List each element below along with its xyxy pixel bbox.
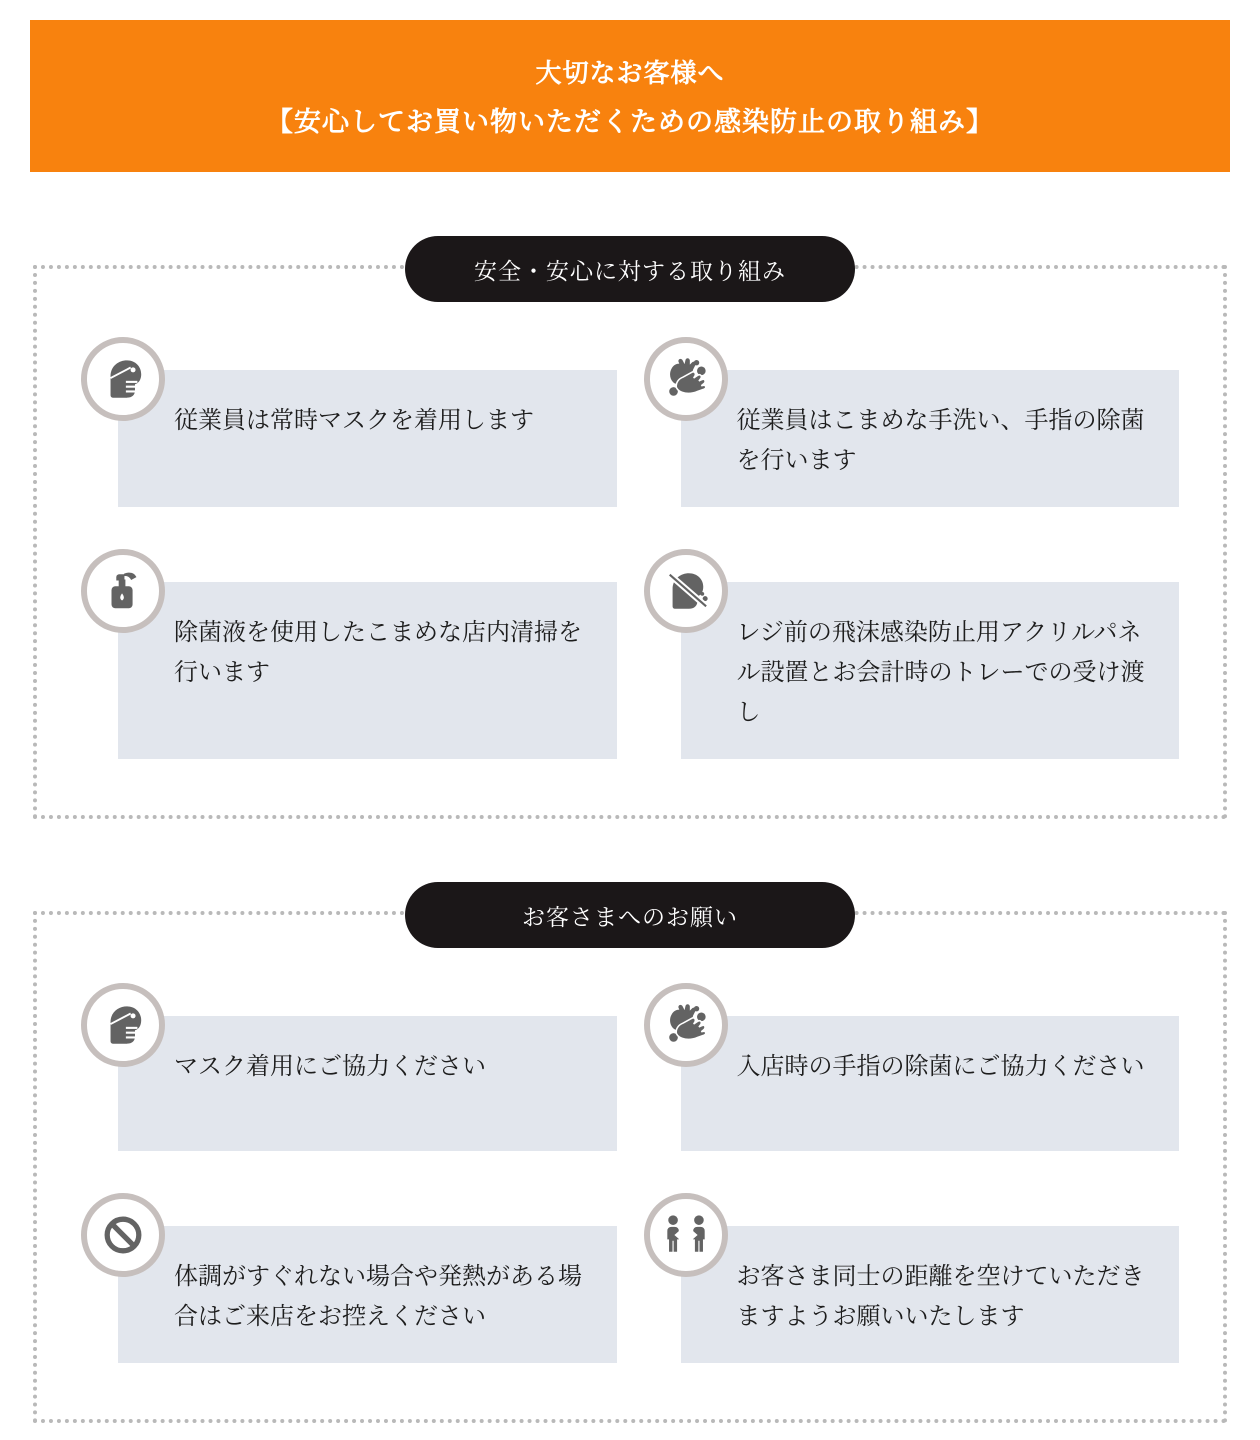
icon-circle [81, 983, 165, 1067]
list-item [81, 1193, 617, 1363]
hand-washing-icon [663, 356, 709, 402]
list-item [644, 549, 1180, 759]
icon-circle [644, 1193, 728, 1277]
item-text: 従業員は常時マスクを着用します [174, 407, 534, 434]
item-text: 従業員はこまめな手洗い、手指の除菌を行います [736, 407, 1145, 474]
social-distance-icon [663, 1212, 709, 1258]
icon-circle [81, 1193, 165, 1277]
section-title: お客さまへのお願い [522, 903, 738, 930]
header-banner [30, 20, 1230, 172]
item-text: 除菌液を使用したこまめな店内清掃を行います [174, 619, 582, 686]
list-item [81, 549, 617, 759]
droplet-prevention-icon [663, 568, 709, 614]
item-text-box [681, 1226, 1180, 1363]
item-text: 入店時の手指の除菌にご協力ください [736, 1053, 1145, 1080]
prohibition-icon [100, 1212, 146, 1258]
item-text-box [118, 1226, 617, 1363]
section-title: 安全・安心に対する取り組み [474, 257, 786, 284]
list-item [644, 983, 1180, 1151]
icon-circle [81, 549, 165, 633]
item-text-box [681, 582, 1180, 759]
icon-circle [81, 337, 165, 421]
icon-circle [644, 983, 728, 1067]
list-item [644, 1193, 1180, 1363]
mask-face-icon [100, 356, 146, 402]
item-text-box [681, 370, 1180, 507]
header-subtitle: 【安心してお買い物いただくための感染防止の取り組み】 [266, 107, 994, 137]
section-title-pill [405, 236, 855, 302]
items-grid [37, 915, 1223, 1419]
list-item [81, 983, 617, 1151]
section-title-pill [405, 882, 855, 948]
list-item [644, 337, 1180, 507]
hand-washing-icon [663, 1002, 709, 1048]
icon-circle [644, 549, 728, 633]
header-title: 大切なお客様へ [535, 58, 725, 88]
item-text-box [118, 582, 617, 759]
section-safety-initiatives [33, 257, 1227, 819]
section-customer-requests [33, 903, 1227, 1423]
sanitizer-spray-icon [100, 568, 146, 614]
item-text: マスク着用にご協力ください [174, 1053, 486, 1080]
mask-face-icon [100, 1002, 146, 1048]
icon-circle [644, 337, 728, 421]
list-item [81, 337, 617, 507]
item-text: お客さま同士の距離を空けていただきますようお願いいたします [736, 1263, 1145, 1330]
item-text-box [118, 370, 617, 507]
item-text-box [118, 1016, 617, 1151]
item-text-box [681, 1016, 1180, 1151]
items-grid [37, 269, 1223, 815]
item-text: レジ前の飛沫感染防止用アクリルパネル設置とお会計時のトレーでの受け渡し [736, 619, 1145, 726]
item-text: 体調がすぐれない場合や発熱がある場合はご来店をお控えください [174, 1263, 582, 1330]
